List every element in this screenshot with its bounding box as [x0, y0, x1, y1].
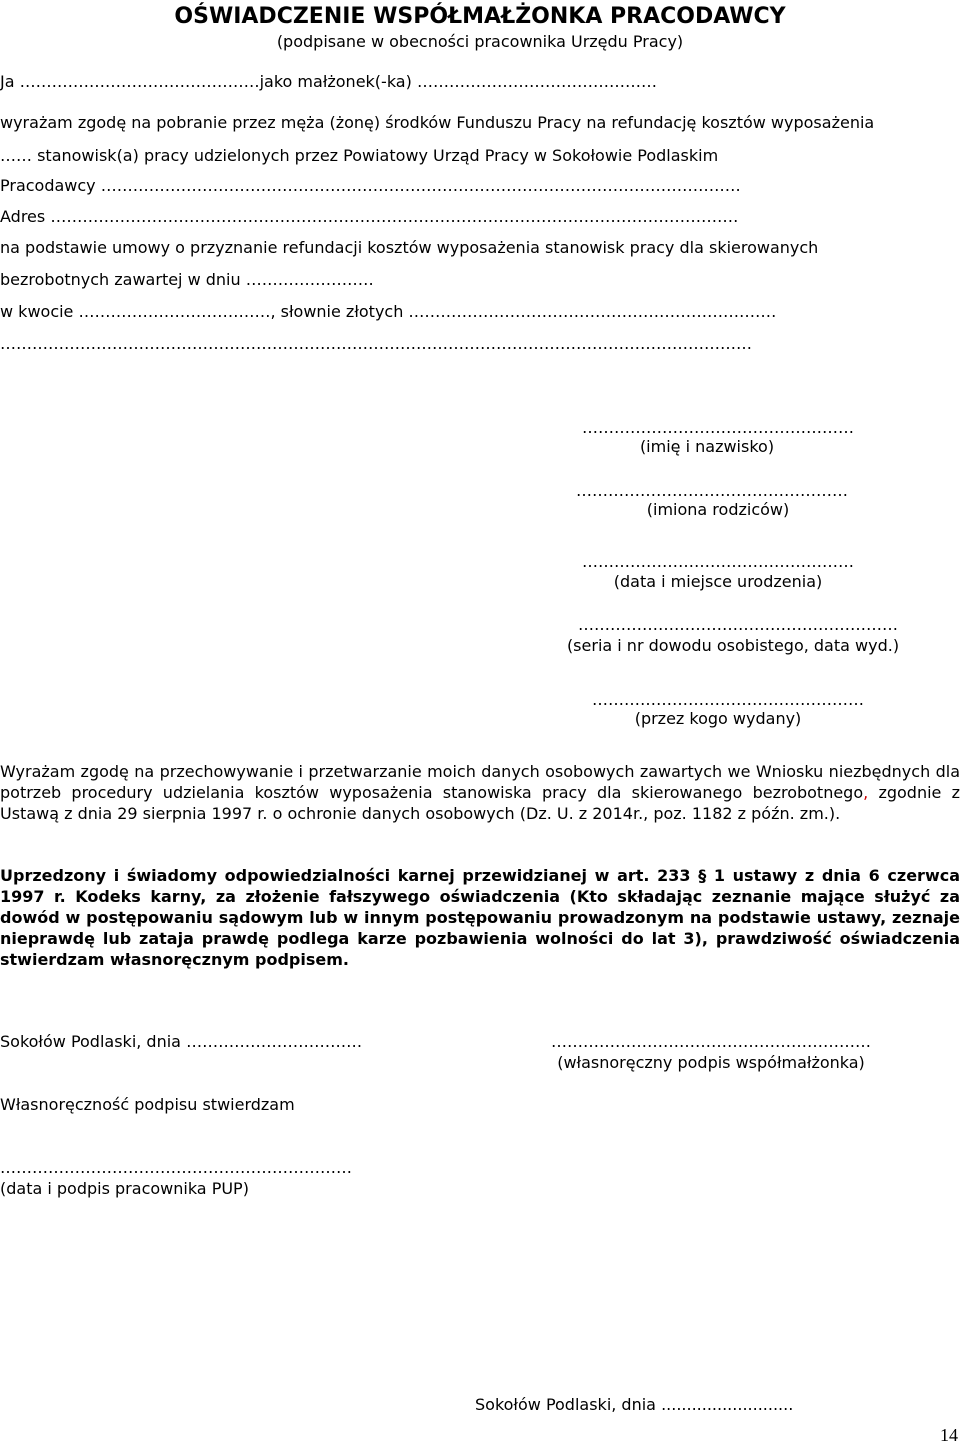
- form-line-agreement-date[interactable]: bezrobotnych zawartej w dniu ……………………: [0, 270, 374, 289]
- signature-verification-label: Własnoręczność podpisu stwierdzam: [0, 1095, 295, 1114]
- spouse-signature-label: (własnoręczny podpis współmałżonka): [557, 1053, 865, 1072]
- form-line-amount-continued[interactable]: ……………………………………………………………………………………………………………………………: [0, 334, 752, 353]
- signature-dots-parents[interactable]: ……………………………………………: [576, 481, 848, 500]
- form-line-workstations[interactable]: …… stanowisk(a) pracy udzielonych przez Powiatowy Urząd Pracy w Sokołowie Podlaskim: [0, 146, 719, 165]
- signature-dots-name[interactable]: ……………………………………………: [582, 418, 854, 437]
- bottom-place-date[interactable]: Sokołów Podlaski, dnia ..........................: [475, 1395, 794, 1414]
- form-line-agreement: na podstawie umowy o przyznanie refundacji kosztów wyposażenia stanowisk pracy dla skierowanych: [0, 238, 819, 257]
- consent-text-part2: zgodnie z Ustawą z dnia 29 sierpnia 1997 r. o ochronie danych osobowych (Dz. U. z 2014r., poz. 1182 z późn. zm.).: [0, 783, 960, 823]
- pup-signature-label: (data i podpis pracownika PUP): [0, 1179, 249, 1198]
- document-title: OŚWIADCZENIE WSPÓŁMAŁŻONKA PRACODAWCY: [174, 4, 786, 29]
- consent-text-part1: Wyrażam zgodę na przechowywanie i przetwarzanie moich danych osobowych zawartych we Wniosku niezbędnych dla potrzeb procedury udzielania kosztów wyposażenia stanowiska pracy dla skierowanego bezrobotnego: [0, 762, 960, 802]
- signature-label-id: (seria i nr dowodu osobistego, data wyd.): [566, 636, 900, 655]
- spouse-signature-dots[interactable]: ……………………………………………………: [551, 1032, 871, 1051]
- page-number: 14: [940, 1425, 958, 1445]
- place-date-line[interactable]: Sokołów Podlaski, dnia ……………………………: [0, 1032, 363, 1051]
- signature-label-issuer: (przez kogo wydany): [634, 709, 802, 728]
- consent-red-comma: ,: [863, 783, 869, 802]
- signature-dots-issuer[interactable]: ……………………………………………: [592, 690, 864, 709]
- signature-dots-id[interactable]: ……………………………………………………: [578, 615, 898, 634]
- form-line-employer[interactable]: Pracodawcy …………………………………………………………………………………………………………: [0, 176, 741, 195]
- form-line-consent: wyrażam zgodę na pobranie przez męża (żonę) środków Funduszu Pracy na refundację kosztów wyposażenia: [0, 113, 875, 132]
- signature-label-birth: (data i miejsce urodzenia): [613, 572, 823, 591]
- form-line-name[interactable]: Ja ………………………………………jako małżonek(-ka) ………………………………………: [0, 72, 657, 91]
- document-subtitle: (podpisane w obecności pracownika Urzędu Pracy): [276, 32, 684, 51]
- signature-dots-birth[interactable]: ……………………………………………: [582, 552, 854, 571]
- signature-label-parents: (imiona rodziców): [646, 500, 790, 519]
- signature-label-name: (imię i nazwisko): [639, 437, 775, 456]
- consent-paragraph: [0, 761, 960, 824]
- criminal-liability-statement: Uprzedzony i świadomy odpowiedzialności karnej przewidzianej w art. 233 § 1 ustawy z dnia 6 czerwca 1997 r. Kodeks karny, za złożenie fałszywego oświadczenia (Kto składając zeznanie mające służyć za dowód w postępowaniu sądowym lub w innym postępowaniu prowadzonym na podstawie ustawy, zeznaje nieprawdę lub zataja prawdę podlega karze pozbawienia wolności do lat 3), prawdziwość oświadczenia stwierdzam własnoręcznym podpisem.: [0, 866, 960, 969]
- form-line-address[interactable]: Adres …………………………………………………………………………………………………………………: [0, 207, 739, 226]
- pup-signature-dots[interactable]: …………………………………………………………: [0, 1158, 352, 1177]
- form-line-amount[interactable]: w kwocie ………………………………, słownie złotych ……………………………………………………………: [0, 302, 777, 321]
